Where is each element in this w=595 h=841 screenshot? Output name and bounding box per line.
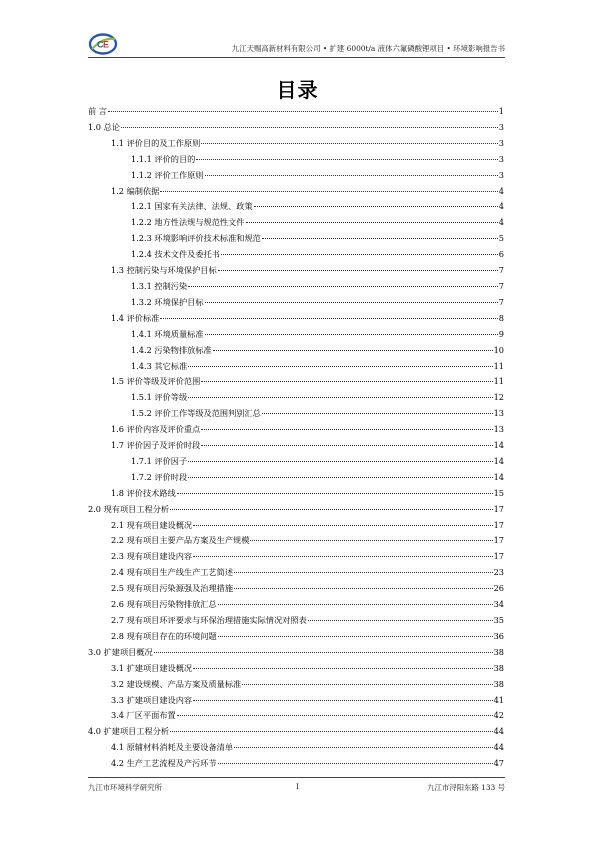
toc-entry[interactable]	[88, 629, 504, 645]
toc-entry-page: 38	[493, 662, 504, 673]
toc-entry-page: 44	[493, 726, 504, 737]
toc-entry[interactable]	[88, 708, 504, 724]
toc-entry[interactable]	[88, 454, 504, 470]
toc-entry-page: 11	[493, 376, 504, 387]
toc-entry-page: 41	[493, 694, 504, 705]
toc-dot-leader	[242, 684, 492, 685]
toc-entry-page: 7	[498, 296, 504, 307]
toc-entry-page: 3	[498, 153, 504, 164]
toc-dot-leader	[234, 747, 493, 748]
toc-entry[interactable]	[88, 374, 504, 390]
toc-entry-label: 1.1 评价目的及工作原则	[111, 137, 201, 148]
toc-entry[interactable]	[88, 390, 504, 406]
toc-entry-label: 2.1 现有项目建设概况	[111, 519, 193, 530]
toc-entry-label: 1.2.1 国家有关法律、法规、政策	[131, 201, 253, 212]
toc-entry[interactable]	[88, 120, 504, 136]
toc-entry-page: 14	[493, 440, 504, 451]
header-divider	[88, 57, 505, 58]
toc-dot-leader	[205, 334, 498, 335]
toc-entry[interactable]	[88, 295, 504, 311]
toc-entry-page: 35	[493, 615, 504, 625]
footer-address: 九江市浔阳东路 133 号	[427, 783, 505, 792]
toc-entry-page: 14	[493, 455, 504, 466]
toc-entry-label: 3.2 建设规模、产品方案及质量标准	[111, 678, 242, 689]
toc-entry[interactable]	[88, 645, 504, 661]
toc-entry-label: 1.2 编制依据	[111, 185, 160, 196]
company-logo-icon	[88, 32, 118, 56]
toc-entry-label: 1.3.2 环境保护目标	[131, 296, 204, 307]
toc-dot-leader	[188, 461, 492, 462]
toc-entry[interactable]	[88, 597, 504, 613]
toc-entry-label: 1.5.2 评价工作等级及范围判别汇总	[131, 408, 261, 419]
toc-dot-leader	[218, 636, 493, 637]
toc-entry-label: 1.5.1 评价等级	[131, 392, 188, 403]
toc-entry-page: 17	[493, 503, 504, 514]
toc-entry-label: 2.0 现有项目工程分析	[88, 503, 170, 514]
toc-entry-page: 17	[493, 535, 504, 546]
toc-entry-page: 9	[498, 328, 504, 339]
toc-entry[interactable]	[88, 438, 504, 454]
toc-dot-leader	[308, 620, 493, 621]
toc-dot-leader	[201, 429, 492, 430]
toc-dot-leader	[201, 143, 497, 144]
toc-entry-label: 1.2.4 技术文件及委托书	[131, 249, 220, 260]
toc-entry[interactable]	[88, 104, 504, 120]
toc-entry[interactable]	[88, 677, 504, 693]
toc-entry-page: 42	[493, 710, 504, 721]
toc-dot-leader	[170, 509, 492, 510]
toc-entry[interactable]	[88, 470, 504, 486]
footer-institute: 九江市环境科学研究所	[88, 783, 162, 792]
toc-entry-page: 38	[493, 646, 504, 657]
toc-entry[interactable]	[88, 136, 504, 152]
toc-entry-label: 3.0 扩建项目概况	[88, 646, 153, 657]
toc-entry-page: 7	[498, 280, 504, 291]
toc-entry[interactable]	[88, 533, 504, 549]
toc-dot-leader	[160, 318, 497, 319]
toc-entry-label: 1.6 评价内容及评价重点	[111, 424, 201, 435]
page-title: 目录	[276, 78, 319, 102]
toc-entry-label: 4.2 生产工艺流程及产污环节	[111, 758, 217, 769]
toc-entry[interactable]	[88, 565, 504, 581]
svg-text:C: C	[97, 39, 104, 50]
toc-dot-leader	[205, 175, 498, 176]
toc-entry[interactable]	[88, 279, 504, 295]
toc-entry[interactable]	[88, 184, 504, 200]
toc-entry-page: 17	[493, 551, 504, 562]
toc-entry[interactable]	[88, 486, 504, 502]
toc-dot-leader	[196, 159, 497, 160]
toc-entry-label: 1.2.3 环境影响评价技术标准和规范	[131, 233, 261, 244]
toc-dot-leader	[170, 731, 492, 732]
toc-entry-label: 2.2 现有项目主要产品方案及生产规模	[111, 535, 250, 546]
toc-entry-label: 3.3 扩建项目建设内容	[111, 694, 193, 705]
toc-dot-leader	[188, 366, 492, 367]
toc-dot-leader	[177, 493, 493, 494]
toc-entry-label: 2.8 现有项目存在的环境问题	[111, 630, 217, 641]
toc-entry-label: 前 言	[88, 106, 107, 116]
toc-entry-page: 34	[493, 599, 504, 610]
toc-dot-leader	[193, 700, 492, 701]
toc-entry-label: 1.4.3 其它标准	[131, 360, 188, 371]
toc-entry[interactable]	[88, 199, 504, 215]
toc-dot-leader	[154, 652, 493, 653]
toc-dot-leader	[188, 286, 498, 287]
toc-dot-leader	[188, 477, 492, 478]
toc-dot-leader	[262, 238, 498, 239]
svg-text:E: E	[103, 39, 110, 50]
toc-dot-leader	[201, 445, 492, 446]
toc-entry[interactable]	[88, 152, 504, 168]
toc-entry[interactable]	[88, 343, 504, 359]
toc-entry-page: 4	[498, 201, 504, 212]
toc-entry-label: 3.4 厂区平面布置	[111, 710, 176, 721]
toc-entry-label: 2.6 现有项目污染物排放汇总	[111, 599, 217, 610]
toc-entry[interactable]	[88, 518, 504, 534]
toc-dot-leader	[108, 111, 498, 112]
toc-entry-label: 1.5 评价等级及评价范围	[111, 376, 201, 387]
toc-entry-page: 1	[498, 106, 504, 116]
toc-entry-label: 1.0 总论	[88, 121, 120, 132]
toc-entry[interactable]	[88, 724, 504, 740]
toc-dot-leader	[193, 668, 492, 669]
toc-entry[interactable]	[88, 231, 504, 247]
toc-entry-label: 1.7.1 评价因子	[131, 455, 188, 466]
toc-dot-leader	[254, 206, 498, 207]
toc-entry[interactable]	[88, 263, 504, 279]
toc-dot-leader	[160, 191, 497, 192]
toc-entry[interactable]	[88, 406, 504, 422]
toc-entry[interactable]	[88, 502, 504, 518]
toc-entry-label: 1.3.1 控制污染	[131, 280, 188, 291]
toc-dot-leader	[262, 413, 493, 414]
toc-entry-page: 6	[498, 249, 504, 260]
toc-entry-page: 44	[493, 742, 504, 753]
toc-entry-label: 1.7 评价因子及评价时段	[111, 440, 201, 451]
toc-entry-label: 1.1.1 评价的目的	[131, 153, 196, 164]
table-of-contents	[88, 104, 504, 772]
toc-entry-label: 1.8 评价技术路线	[111, 487, 176, 498]
toc-entry-page: 17	[493, 519, 504, 530]
toc-dot-leader	[193, 525, 492, 526]
toc-entry-page: 23	[493, 567, 504, 578]
toc-dot-leader	[234, 588, 493, 589]
toc-dot-leader	[221, 254, 498, 255]
toc-dot-leader	[188, 397, 492, 398]
toc-entry-label: 2.3 现有项目建设内容	[111, 551, 193, 562]
toc-entry[interactable]	[88, 549, 504, 565]
footer-divider	[88, 777, 505, 778]
toc-entry-page: 4	[498, 185, 504, 196]
toc-entry[interactable]	[88, 215, 504, 231]
toc-entry[interactable]	[88, 311, 504, 327]
toc-entry-page: 3	[498, 169, 504, 180]
toc-entry[interactable]	[88, 581, 504, 597]
toc-entry[interactable]	[88, 247, 504, 263]
toc-entry-page: 13	[493, 408, 504, 419]
toc-entry-page: 13	[493, 424, 504, 435]
toc-entry-label: 1.1.2 评价工作原则	[131, 169, 204, 180]
toc-entry-page: 10	[493, 344, 504, 355]
toc-dot-leader	[121, 127, 498, 128]
toc-entry-page: 15	[493, 487, 504, 498]
toc-entry[interactable]	[88, 359, 504, 375]
toc-entry[interactable]	[88, 693, 504, 709]
toc-entry[interactable]	[88, 740, 504, 756]
toc-dot-leader	[218, 763, 493, 764]
footer-page-number: I	[296, 782, 299, 791]
toc-entry[interactable]	[88, 661, 504, 677]
toc-entry[interactable]	[88, 327, 504, 343]
toc-entry[interactable]	[88, 756, 504, 772]
toc-dot-leader	[218, 270, 498, 271]
toc-dot-leader	[177, 715, 493, 716]
toc-dot-leader	[234, 572, 493, 573]
toc-dot-leader	[246, 222, 498, 223]
toc-entry-page: 4	[498, 217, 504, 228]
toc-entry-label: 1.4.1 环境质量标准	[131, 328, 204, 339]
toc-entry-page: 26	[493, 583, 504, 594]
toc-entry-label: 2.5 现有项目污染源强及治理措施	[111, 583, 234, 594]
toc-entry-page: 14	[493, 471, 504, 482]
toc-entry-page: 47	[493, 758, 504, 769]
toc-entry-label: 1.3 控制污染与环境保护目标	[111, 265, 217, 276]
toc-entry-label: 1.7.2 评价时段	[131, 471, 188, 482]
toc-entry-label: 2.7 现有项目环评要求与环保治理措施实际情况对照表	[111, 615, 307, 625]
toc-dot-leader	[218, 604, 493, 605]
toc-dot-leader	[213, 350, 493, 351]
toc-entry-page: 5	[498, 233, 504, 244]
toc-entry-label: 2.4 现有项目生产线生产工艺简述	[111, 567, 234, 578]
toc-entry-label: 1.4 评价标准	[111, 312, 160, 323]
toc-entry-page: 11	[493, 360, 504, 371]
toc-entry-label: 1.4.2 污染物排放标准	[131, 344, 212, 355]
toc-entry-label: 1.2.2 地方性法规与规范性文件	[131, 217, 245, 228]
toc-entry-page: 8	[498, 312, 504, 323]
page-header	[88, 32, 505, 58]
toc-entry[interactable]	[88, 168, 504, 184]
toc-entry[interactable]	[88, 613, 504, 629]
toc-entry-page: 36	[493, 630, 504, 641]
toc-entry-label: 3.1 扩建项目建设概况	[111, 662, 193, 673]
toc-dot-leader	[205, 302, 498, 303]
toc-entry-page: 3	[498, 137, 504, 148]
toc-dot-leader	[201, 381, 492, 382]
toc-dot-leader	[250, 540, 492, 541]
toc-entry-label: 4.1 原辅材料消耗及主要设备清单	[111, 742, 234, 753]
toc-entry-page: 7	[498, 265, 504, 276]
toc-entry-page: 38	[493, 678, 504, 689]
page-footer	[88, 782, 505, 794]
toc-entry-page: 3	[498, 121, 504, 132]
header-title: 九江天赐高新材料有限公司 • 扩建 6000t/a 液体六氟磷酸锂项目 • 环境影响报告书	[231, 44, 505, 53]
toc-dot-leader	[193, 556, 492, 557]
toc-entry-label: 4.0 扩建项目工程分析	[88, 726, 170, 737]
toc-entry[interactable]	[88, 422, 504, 438]
toc-entry-page: 12	[493, 392, 504, 403]
